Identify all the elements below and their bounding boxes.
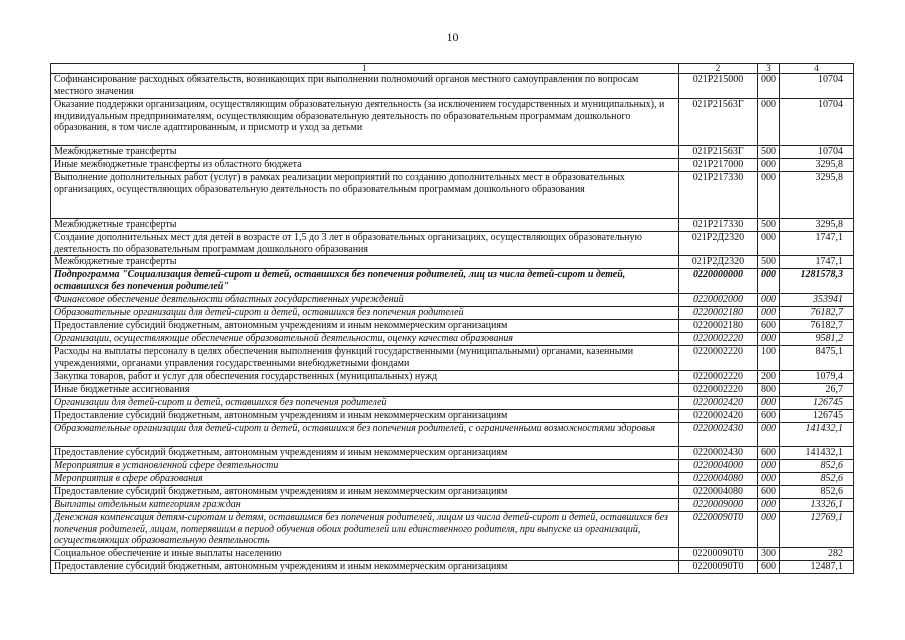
row-code: 021P2Д2320 (679, 256, 758, 269)
table-row (51, 333, 854, 346)
row-amount: 12487,1 (780, 561, 854, 574)
column-header: 3 (758, 64, 780, 74)
column-header: 1 (51, 64, 679, 74)
table-row (51, 473, 854, 486)
row-code: 0220002420 (679, 397, 758, 410)
row-name: Предоставление субсидий бюджетным, автономным учреждениям и иным некоммерческим организациям (51, 320, 679, 333)
row-group: 000 (758, 473, 780, 486)
row-name: Образовательные организации для детей-сирот и детей, оставшихся без попечения родителей, с ограниченными возможностями здоровья (51, 423, 679, 447)
row-name: Оказание поддержки организациям, осуществляющим образовательную деятельность (за исключением государственных и муниципальных), и индивидуальным предпринимателям, осуществляющим образовательную деятельность по образовательным программам дошкольного образования, в том числе адаптированным, и присмотр и уход за детьми (51, 99, 679, 146)
row-code: 0220004080 (679, 486, 758, 499)
row-name: Мероприятия в установленной сфере деятельности (51, 460, 679, 473)
row-name: Создание дополнительных мест для детей в возрасте от 1,5 до 3 лет в образовательных организациях, осуществляющих образовательную деятельность по образовательным программам дошкольного образования (51, 232, 679, 256)
table-row (51, 320, 854, 333)
row-group: 000 (758, 99, 780, 146)
row-amount: 10704 (780, 74, 854, 99)
row-name: Организации, осуществляющие обеспечение образовательной деятельности, оценку качества образования (51, 333, 679, 346)
table-row (51, 384, 854, 397)
row-group: 500 (758, 219, 780, 232)
table-row (51, 346, 854, 371)
row-amount: 141432,1 (780, 423, 854, 447)
table-row (51, 499, 854, 512)
row-group: 300 (758, 548, 780, 561)
row-amount: 126745 (780, 397, 854, 410)
row-name: Софинансирование расходных обязательств, возникающих при выполнении полномочий органов местного самоуправления по вопросам местного значения (51, 74, 679, 99)
row-group: 000 (758, 269, 780, 294)
table-row (51, 410, 854, 423)
table-row (51, 256, 854, 269)
row-group: 000 (758, 397, 780, 410)
table-row (51, 512, 854, 548)
row-code: 0220009000 (679, 499, 758, 512)
row-code: 0220002430 (679, 423, 758, 447)
row-code: 0220002000 (679, 294, 758, 307)
row-code: 021P2Д2320 (679, 232, 758, 256)
row-group: 600 (758, 486, 780, 499)
row-code: 0220002430 (679, 447, 758, 460)
row-code: 0220004080 (679, 473, 758, 486)
row-group: 600 (758, 320, 780, 333)
row-amount: 9581,2 (780, 333, 854, 346)
row-code: 0220002220 (679, 346, 758, 371)
row-amount: 76182,7 (780, 307, 854, 320)
row-name: Иные межбюджетные трансферты из областного бюджета (51, 159, 679, 172)
table-row (51, 172, 854, 219)
table-row (51, 561, 854, 574)
row-code: 021P21563Г (679, 99, 758, 146)
row-name: Межбюджетные трансферты (51, 256, 679, 269)
row-name: Расходы на выплаты персоналу в целях обеспечения выполнения функций государственными (муниципальными) органами, казенными учреждениями, органами управления государственными внебюджетными фондами (51, 346, 679, 371)
table-row (51, 159, 854, 172)
row-group: 100 (758, 346, 780, 371)
table-row (51, 74, 854, 99)
table-row (51, 397, 854, 410)
row-group: 000 (758, 159, 780, 172)
row-code: 021P217000 (679, 159, 758, 172)
row-group: 000 (758, 74, 780, 99)
row-code: 0220002420 (679, 410, 758, 423)
budget-table (50, 63, 854, 574)
table-row (51, 486, 854, 499)
row-group: 000 (758, 460, 780, 473)
row-amount: 10704 (780, 146, 854, 159)
row-code: 021P215000 (679, 74, 758, 99)
row-name: Иные бюджетные ассигнования (51, 384, 679, 397)
row-name: Выплаты отдельным категориям граждан (51, 499, 679, 512)
row-amount: 12769,1 (780, 512, 854, 548)
table-row (51, 447, 854, 460)
row-group: 000 (758, 499, 780, 512)
row-code: 0220002180 (679, 320, 758, 333)
row-code: 02200090T0 (679, 512, 758, 548)
row-name: Выполнение дополнительных работ (услуг) в рамках реализации мероприятий по созданию дополнительных мест в образовательных организациях, осуществляющих образовательную деятельность по образовательным программам дошкольного образования (51, 172, 679, 219)
table-row (51, 307, 854, 320)
table-row (51, 294, 854, 307)
row-amount: 141432,1 (780, 447, 854, 460)
row-code: 0220002220 (679, 384, 758, 397)
row-code: 02200090T0 (679, 561, 758, 574)
row-code: 0220002180 (679, 307, 758, 320)
row-code: 021P217330 (679, 172, 758, 219)
row-code: 021P217330 (679, 219, 758, 232)
row-code: 0220004000 (679, 460, 758, 473)
row-amount: 1747,1 (780, 232, 854, 256)
row-group: 000 (758, 423, 780, 447)
row-amount: 76182,7 (780, 320, 854, 333)
row-amount: 3295,8 (780, 172, 854, 219)
table-header-row (51, 64, 854, 74)
row-code: 02200090T0 (679, 548, 758, 561)
column-header: 4 (780, 64, 854, 74)
row-amount: 852,6 (780, 473, 854, 486)
row-name: Социальное обеспечение и иные выплаты населению (51, 548, 679, 561)
table-row (51, 460, 854, 473)
row-group: 500 (758, 146, 780, 159)
row-group: 000 (758, 333, 780, 346)
table-row (51, 269, 854, 294)
row-group: 500 (758, 256, 780, 269)
table-row (51, 423, 854, 447)
row-name: Подпрограмма "Социализация детей-сирот и детей, оставшихся без попечения родителей, лиц из числа детей-сирот и детей, оставшихся без попечения родителей" (51, 269, 679, 294)
row-name: Предоставление субсидий бюджетным, автономным учреждениям и иным некоммерческим организациям (51, 410, 679, 423)
row-amount: 1747,1 (780, 256, 854, 269)
row-amount: 3295,8 (780, 219, 854, 232)
row-group: 200 (758, 371, 780, 384)
row-amount: 852,6 (780, 460, 854, 473)
table-row (51, 99, 854, 146)
column-header: 2 (679, 64, 758, 74)
row-group: 000 (758, 172, 780, 219)
row-amount: 852,6 (780, 486, 854, 499)
table-row (51, 371, 854, 384)
row-group: 600 (758, 447, 780, 460)
row-amount: 26,7 (780, 384, 854, 397)
row-group: 600 (758, 410, 780, 423)
row-name: Закупка товаров, работ и услуг для обеспечения государственных (муниципальных) нужд (51, 371, 679, 384)
row-group: 600 (758, 561, 780, 574)
row-amount: 126745 (780, 410, 854, 423)
table-row (51, 219, 854, 232)
row-name: Образовательные организации для детей-сирот и детей, оставшихся без попечения родителей (51, 307, 679, 320)
row-amount: 13326,1 (780, 499, 854, 512)
table-row (51, 548, 854, 561)
page-number: 10 (446, 30, 459, 44)
row-amount: 8475,1 (780, 346, 854, 371)
row-code: 0220002220 (679, 371, 758, 384)
table-row (51, 146, 854, 159)
row-name: Денежная компенсация детям-сиротам и детям, оставшимся без попечения родителей, лицам из числа детей-сирот и детей, оставшихся без попечения родителей, лицам, потерявшим в период обучения обоих родителей или единственного родителя, при выпуске из организаций, осуществляющих образовательную деятельность (51, 512, 679, 548)
row-name: Предоставление субсидий бюджетным, автономным учреждениям и иным некоммерческим организациям (51, 447, 679, 460)
row-group: 000 (758, 512, 780, 548)
row-amount: 10704 (780, 99, 854, 146)
row-group: 000 (758, 232, 780, 256)
table-row (51, 232, 854, 256)
row-group: 000 (758, 307, 780, 320)
row-group: 800 (758, 384, 780, 397)
row-name: Финансовое обеспечение деятельности областных государственных учреждений (51, 294, 679, 307)
row-name: Организации для детей-сирот и детей, оставшихся без попечения родителей (51, 397, 679, 410)
row-amount: 353941 (780, 294, 854, 307)
row-amount: 1079,4 (780, 371, 854, 384)
row-code: 0220000000 (679, 269, 758, 294)
row-amount: 1281578,3 (780, 269, 854, 294)
row-amount: 282 (780, 548, 854, 561)
row-name: Предоставление субсидий бюджетным, автономным учреждениям и иным некоммерческим организациям (51, 561, 679, 574)
row-group: 000 (758, 294, 780, 307)
row-name: Мероприятия в сфере образования (51, 473, 679, 486)
row-name: Межбюджетные трансферты (51, 146, 679, 159)
row-name: Межбюджетные трансферты (51, 219, 679, 232)
row-name: Предоставление субсидий бюджетным, автономным учреждениям и иным некоммерческим организациям (51, 486, 679, 499)
row-code: 0220002220 (679, 333, 758, 346)
row-amount: 3295,8 (780, 159, 854, 172)
row-code: 021P21563Г (679, 146, 758, 159)
